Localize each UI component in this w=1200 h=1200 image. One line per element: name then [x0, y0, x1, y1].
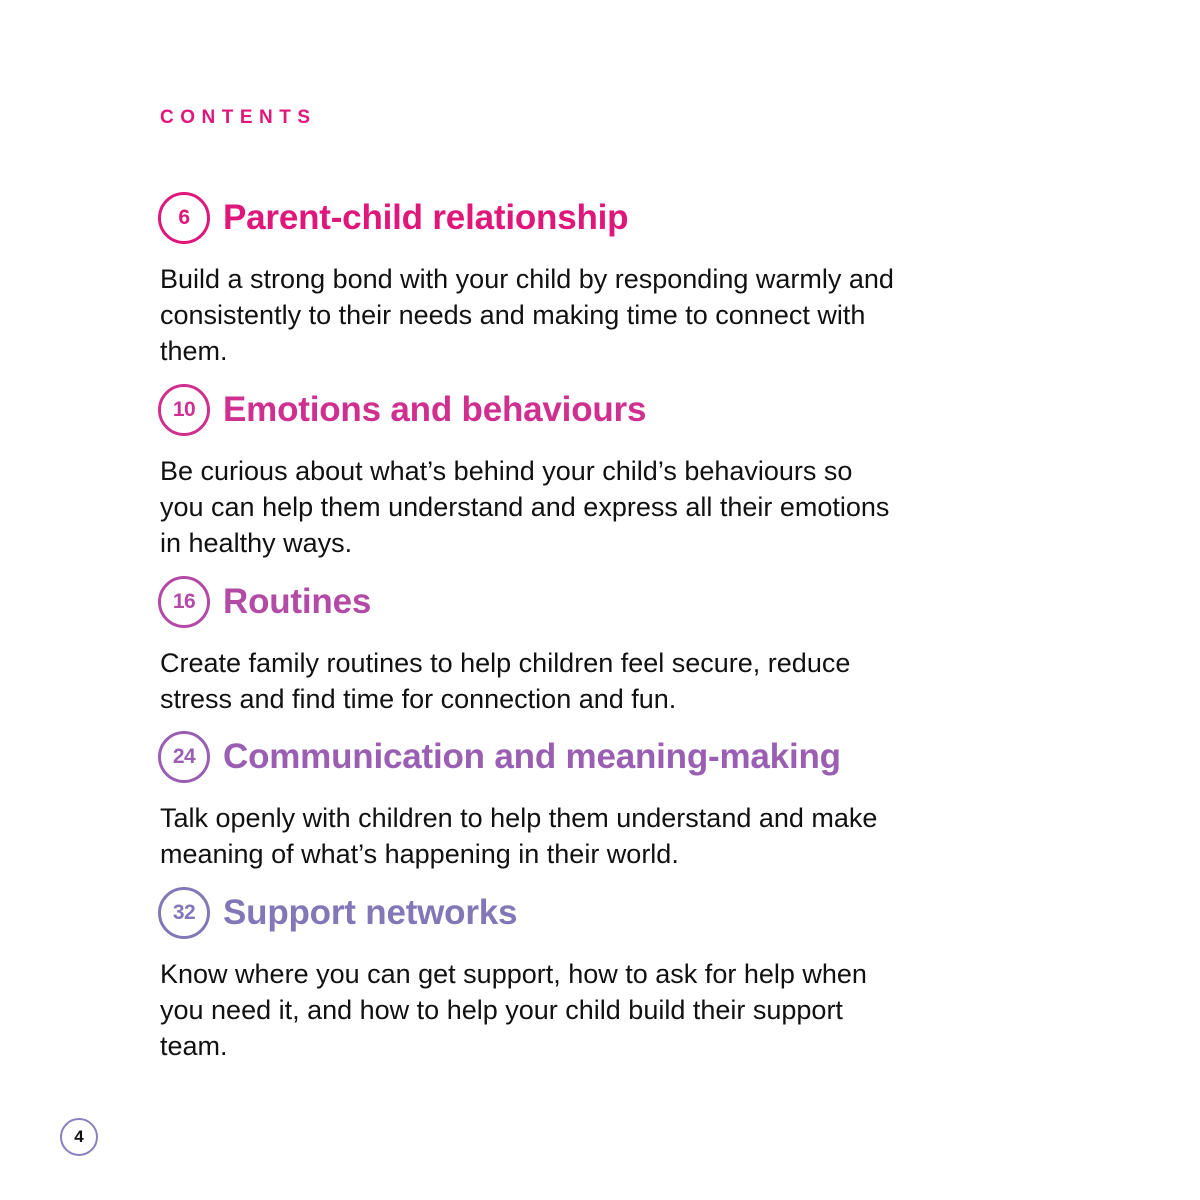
- page-number-badge: 24: [158, 731, 210, 783]
- contents-heading: CONTENTS: [160, 107, 317, 128]
- toc-entry-routines[interactable]: [158, 575, 918, 717]
- entry-title[interactable]: Emotions and behaviours: [223, 390, 647, 429]
- toc-entry-parent-child-relationship[interactable]: [158, 191, 918, 369]
- page-number-badge: 6: [158, 192, 210, 244]
- toc-entry-header: [158, 383, 918, 437]
- page-number-badge: 32: [158, 887, 210, 939]
- entry-description: Know where you can get support, how to ask for help when you need it, and how to help your child build their support team.: [160, 959, 867, 1061]
- toc-entry-support-networks[interactable]: [158, 886, 918, 1064]
- entry-title[interactable]: Communication and meaning-making: [223, 737, 841, 776]
- entry-description: Be curious about what’s behind your child’s behaviours so you can help them understand and express all their emotions in healthy ways.: [160, 456, 890, 558]
- page-number-badge: 16: [158, 576, 210, 628]
- entry-description: Talk openly with children to help them understand and make meaning of what’s happening in their world.: [160, 803, 878, 869]
- toc-entry-header: [158, 730, 918, 784]
- entry-description: Build a strong bond with your child by responding warmly and consistently to their needs and making time to connect with them.: [160, 264, 894, 366]
- page-number-badge: 10: [158, 384, 210, 436]
- footer-page-number: 4: [60, 1118, 98, 1156]
- toc-entry-header: [158, 191, 918, 245]
- toc-entry-header: [158, 886, 918, 940]
- entry-title[interactable]: Routines: [223, 582, 372, 621]
- toc-entry-emotions-and-behaviours[interactable]: [158, 383, 918, 561]
- entry-description: Create family routines to help children feel secure, reduce stress and find time for connection and fun.: [160, 648, 851, 714]
- entry-title[interactable]: Parent-child relationship: [223, 198, 629, 237]
- toc-entry-communication-and-meaning-making[interactable]: [158, 730, 918, 872]
- entry-title[interactable]: Support networks: [223, 893, 518, 932]
- toc-entry-header: [158, 575, 918, 629]
